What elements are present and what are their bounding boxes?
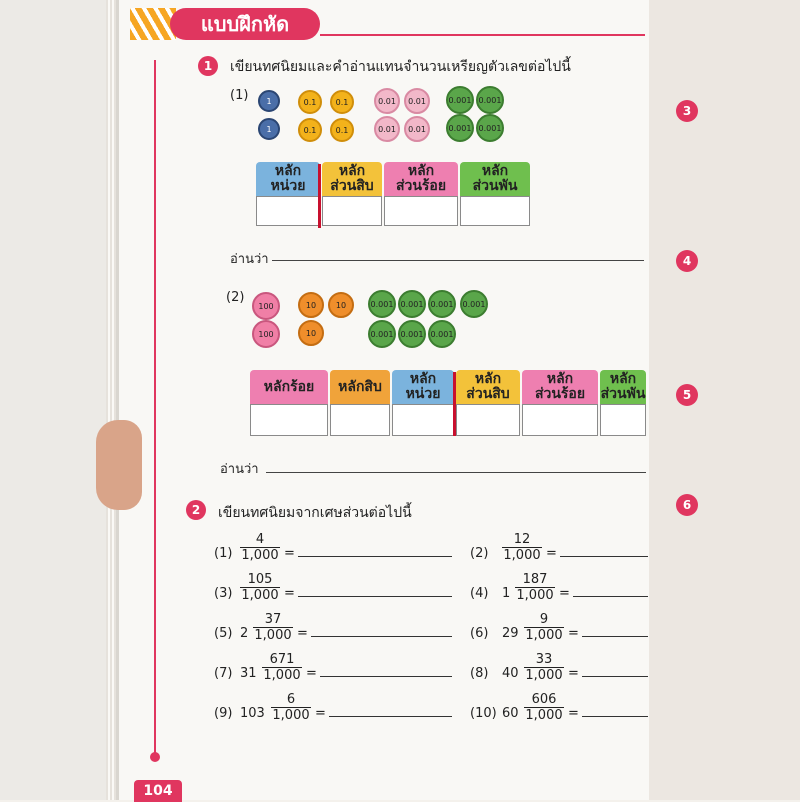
numerator: 33 — [524, 652, 564, 668]
header-rule — [320, 34, 645, 36]
table1-header-3: หลัก ส่วนพัน — [460, 162, 530, 196]
coin-hundreds: 100 — [252, 320, 280, 348]
decimal-point-marker-1 — [318, 164, 321, 228]
exercise-label: (9) — [214, 706, 233, 721]
coin-hundredths: 0.01 — [404, 116, 430, 142]
coin-thousandths: 0.001 — [476, 86, 504, 114]
equals-sign: = — [568, 626, 579, 641]
read-label-2: อ่านว่า — [220, 462, 259, 477]
table2-cell-1[interactable] — [330, 404, 390, 436]
coin-ones: 1 — [258, 118, 280, 140]
table2-cell-4[interactable] — [522, 404, 598, 436]
coin-tens: 10 — [298, 292, 324, 318]
numerator: 6 — [271, 692, 311, 708]
exercise-label: (5) — [214, 626, 233, 641]
margin-rule — [154, 60, 156, 760]
mixed-whole: 31 — [240, 666, 257, 681]
equals-sign: = — [284, 546, 295, 561]
equals-sign: = — [546, 546, 557, 561]
part-2-label: (2) — [226, 290, 245, 305]
side-badge-4: 4 — [676, 250, 698, 272]
table2-header-2: หลัก หน่วย — [392, 370, 454, 404]
decimal-point-marker-2 — [453, 372, 456, 436]
denominator: 1,000 — [503, 548, 541, 563]
numerator: 12 — [502, 532, 542, 548]
fraction — [262, 652, 302, 683]
exercise-label: (2) — [470, 546, 489, 561]
answer-line[interactable] — [298, 596, 452, 597]
question-1-instruction: เขียนทศนิยมและคำอ่านแทนจำนวนเหรียญตัวเลขต่อไปนี้ — [230, 59, 571, 75]
equals-sign: = — [315, 706, 326, 721]
read-answer-line-1[interactable] — [272, 260, 644, 261]
table2-cell-2[interactable] — [392, 404, 454, 436]
coin-ones: 1 — [258, 90, 280, 112]
fraction — [271, 692, 311, 723]
table1-header-0: หลัก หน่วย — [256, 162, 320, 196]
coin-tenths: 0.1 — [330, 90, 354, 114]
table2-cell-5[interactable] — [600, 404, 646, 436]
answer-line[interactable] — [573, 596, 648, 597]
coin-thousandths: 0.001 — [428, 290, 456, 318]
exercise-label: (10) — [470, 706, 497, 721]
question-2-instruction: เขียนทศนิยมจากเศษส่วนต่อไปนี้ — [218, 505, 412, 521]
coin-tenths: 0.1 — [298, 118, 322, 142]
coin-thousandths: 0.001 — [398, 290, 426, 318]
coin-tenths: 0.1 — [298, 90, 322, 114]
table1-cell-0[interactable] — [256, 196, 320, 226]
page-edge — [106, 0, 116, 800]
coin-hundredths: 0.01 — [404, 88, 430, 114]
denominator: 1,000 — [241, 588, 279, 603]
table1-header-1: หลัก ส่วนสิบ — [322, 162, 382, 196]
coin-thousandths: 0.001 — [476, 114, 504, 142]
fraction — [253, 612, 293, 643]
page-number: 104 — [134, 780, 182, 802]
numerator: 105 — [240, 572, 280, 588]
question-2-badge: 2 — [186, 500, 206, 520]
answer-line[interactable] — [329, 716, 452, 717]
mixed-whole: 103 — [240, 706, 265, 721]
exercise-label: (3) — [214, 586, 233, 601]
equals-sign: = — [568, 706, 579, 721]
equals-sign: = — [306, 666, 317, 681]
coin-thousandths: 0.001 — [446, 114, 474, 142]
numerator: 37 — [253, 612, 293, 628]
coin-tenths: 0.1 — [330, 118, 354, 142]
denominator: 1,000 — [263, 668, 301, 683]
coin-thousandths: 0.001 — [446, 86, 474, 114]
denominator: 1,000 — [272, 708, 310, 723]
read-label-1: อ่านว่า — [230, 252, 269, 267]
side-badge-5: 5 — [676, 384, 698, 406]
fraction — [524, 652, 564, 683]
table2-header-1: หลักสิบ — [330, 370, 390, 404]
answer-line[interactable] — [560, 556, 648, 557]
table2-header-0: หลักร้อย — [250, 370, 328, 404]
coin-hundredths: 0.01 — [374, 116, 400, 142]
table2-header-5: หลัก ส่วนพัน — [600, 371, 646, 402]
answer-line[interactable] — [582, 676, 648, 677]
mixed-whole: 29 — [502, 626, 519, 641]
table2-header-4: หลัก ส่วนร้อย — [522, 370, 598, 404]
coin-thousandths: 0.001 — [428, 320, 456, 348]
answer-line[interactable] — [311, 636, 452, 637]
denominator: 1,000 — [525, 668, 563, 683]
numerator: 606 — [524, 692, 564, 708]
table1-header-2: หลัก ส่วนร้อย — [384, 162, 458, 196]
coin-tens: 10 — [328, 292, 354, 318]
denominator: 1,000 — [254, 628, 292, 643]
denominator: 1,000 — [525, 708, 563, 723]
answer-line[interactable] — [298, 556, 452, 557]
coin-tens: 10 — [298, 320, 324, 346]
table2-cell-3[interactable] — [456, 404, 520, 436]
fraction — [524, 692, 564, 723]
fraction — [515, 572, 555, 603]
fraction — [524, 612, 564, 643]
coin-hundreds: 100 — [252, 292, 280, 320]
background-left — [0, 0, 120, 800]
page-title: แบบฝึกหัด — [170, 8, 320, 40]
equals-sign: = — [284, 586, 295, 601]
fraction — [240, 572, 280, 603]
denominator: 1,000 — [516, 588, 554, 603]
numerator: 187 — [515, 572, 555, 588]
table1-cell-3[interactable] — [460, 196, 530, 226]
table1-cell-1[interactable] — [322, 196, 382, 226]
mixed-whole: 40 — [502, 666, 519, 681]
denominator: 1,000 — [525, 628, 563, 643]
exercise-label: (6) — [470, 626, 489, 641]
part-1-label: (1) — [230, 88, 249, 103]
table2-cell-0[interactable] — [250, 404, 328, 436]
side-badge-3: 3 — [676, 100, 698, 122]
denominator: 1,000 — [241, 548, 279, 563]
answer-line[interactable] — [582, 636, 648, 637]
fraction — [240, 532, 280, 563]
equals-sign: = — [568, 666, 579, 681]
exercise-label: (4) — [470, 586, 489, 601]
coin-thousandths: 0.001 — [368, 320, 396, 348]
coin-thousandths: 0.001 — [398, 320, 426, 348]
margin-rule-end — [150, 752, 160, 762]
numerator: 4 — [240, 532, 280, 548]
numerator: 671 — [262, 652, 302, 668]
exercise-label: (1) — [214, 546, 233, 561]
coin-thousandths: 0.001 — [460, 290, 488, 318]
table1-cell-2[interactable] — [384, 196, 458, 226]
exercise-label: (8) — [470, 666, 489, 681]
side-badge-6: 6 — [676, 494, 698, 516]
mixed-whole: 60 — [502, 706, 519, 721]
numerator: 9 — [524, 612, 564, 628]
table2-header-3: หลัก ส่วนสิบ — [456, 370, 520, 404]
question-1-badge: 1 — [198, 56, 218, 76]
mixed-whole: 2 — [240, 626, 249, 641]
equals-sign: = — [297, 626, 308, 641]
coin-thousandths: 0.001 — [368, 290, 396, 318]
thumb — [96, 420, 142, 510]
fraction — [502, 532, 542, 563]
answer-line[interactable] — [320, 676, 452, 677]
coin-hundredths: 0.01 — [374, 88, 400, 114]
exercise-label: (7) — [214, 666, 233, 681]
mixed-whole: 1 — [502, 586, 511, 601]
read-answer-line-2[interactable] — [266, 472, 646, 473]
answer-line[interactable] — [582, 716, 648, 717]
right-page — [648, 0, 800, 800]
equals-sign: = — [559, 586, 570, 601]
